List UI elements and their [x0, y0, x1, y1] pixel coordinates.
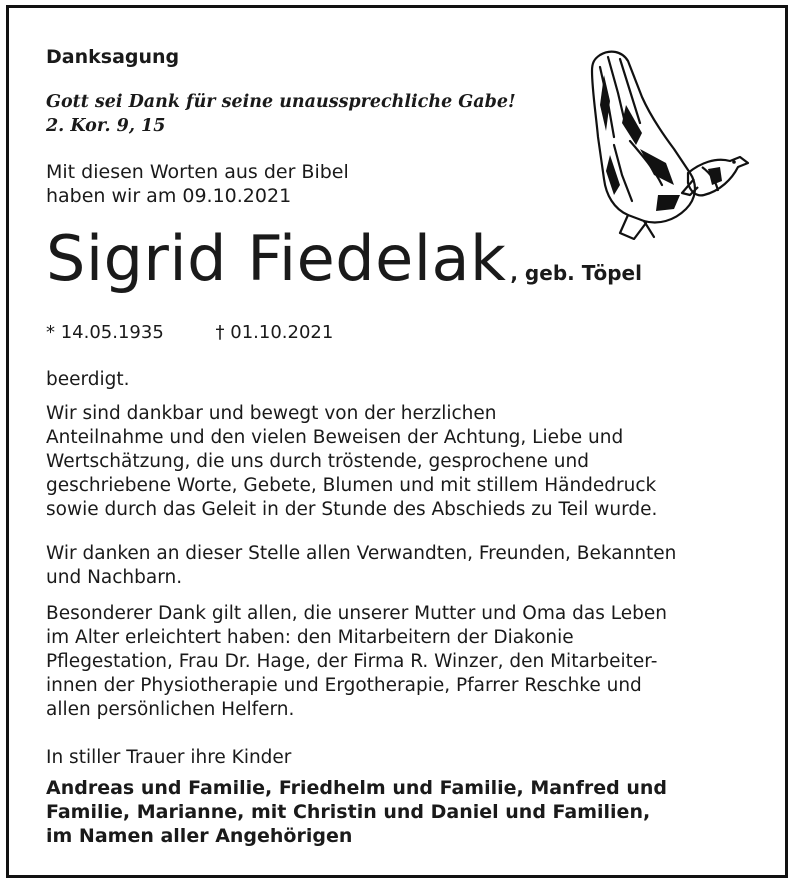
- mourning-line: In stiller Trauer ihre Kinder: [46, 747, 292, 768]
- quote-reference: 2. Kor. 9, 15: [46, 116, 166, 136]
- deceased-name: Sigrid Fiedelak: [46, 222, 507, 295]
- text-line: Wir danken an dieser Stelle allen Verwandten, Freunden, Bekannten: [46, 543, 677, 564]
- family-line: Familie, Marianne, mit Christin und Daniel und Familien,: [46, 801, 651, 823]
- family-signature: [46, 776, 746, 848]
- praying-hands-icon: [570, 45, 755, 240]
- deceased-name-line: [46, 222, 642, 295]
- quote-text: Gott sei Dank für seine unaussprechliche Gabe!: [46, 92, 516, 112]
- text-line: Wertschätzung, die uns durch tröstende, gesprochene und: [46, 451, 589, 472]
- heading: Danksagung: [46, 46, 180, 68]
- thanks-paragraph: [46, 402, 766, 522]
- intro-text: [46, 160, 349, 208]
- birth-date: * 14.05.1935: [46, 322, 164, 343]
- burial-text: beerdigt.: [46, 369, 130, 390]
- maiden-name: , geb. Töpel: [510, 261, 642, 285]
- text-line: im Alter erleichtert haben: den Mitarbeitern der Diakonie: [46, 627, 574, 648]
- family-line: im Namen aller Angehörigen: [46, 825, 353, 847]
- text-line: und Nachbarn.: [46, 567, 183, 588]
- text-line: Anteilnahme und den vielen Beweisen der Achtung, Liebe und: [46, 427, 624, 448]
- life-dates: [46, 322, 333, 343]
- text-line: geschriebene Worte, Gebete, Blumen und mit stillem Händedruck: [46, 475, 657, 496]
- text-line: innen der Physiotherapie und Ergotherapie, Pfarrer Reschke und: [46, 675, 642, 696]
- death-date: † 01.10.2021: [215, 322, 334, 343]
- text-line: allen persönlichen Helfern.: [46, 699, 295, 720]
- family-line: Andreas und Familie, Friedhelm und Familie, Manfred und: [46, 777, 667, 799]
- relatives-paragraph: [46, 542, 766, 590]
- bible-quote: [46, 90, 516, 138]
- special-thanks-paragraph: [46, 602, 766, 722]
- text-line: Pflegestation, Frau Dr. Hage, der Firma R. Winzer, den Mitarbeiter-: [46, 651, 658, 672]
- intro-line: haben wir am 09.10.2021: [46, 185, 292, 207]
- text-line: Besonderer Dank gilt allen, die unserer Mutter und Oma das Leben: [46, 603, 667, 624]
- text-line: Wir sind dankbar und bewegt von der herzlichen: [46, 403, 497, 424]
- intro-line: Mit diesen Worten aus der Bibel: [46, 161, 349, 183]
- text-line: sowie durch das Geleit in der Stunde des Abschieds zu Teil wurde.: [46, 499, 658, 520]
